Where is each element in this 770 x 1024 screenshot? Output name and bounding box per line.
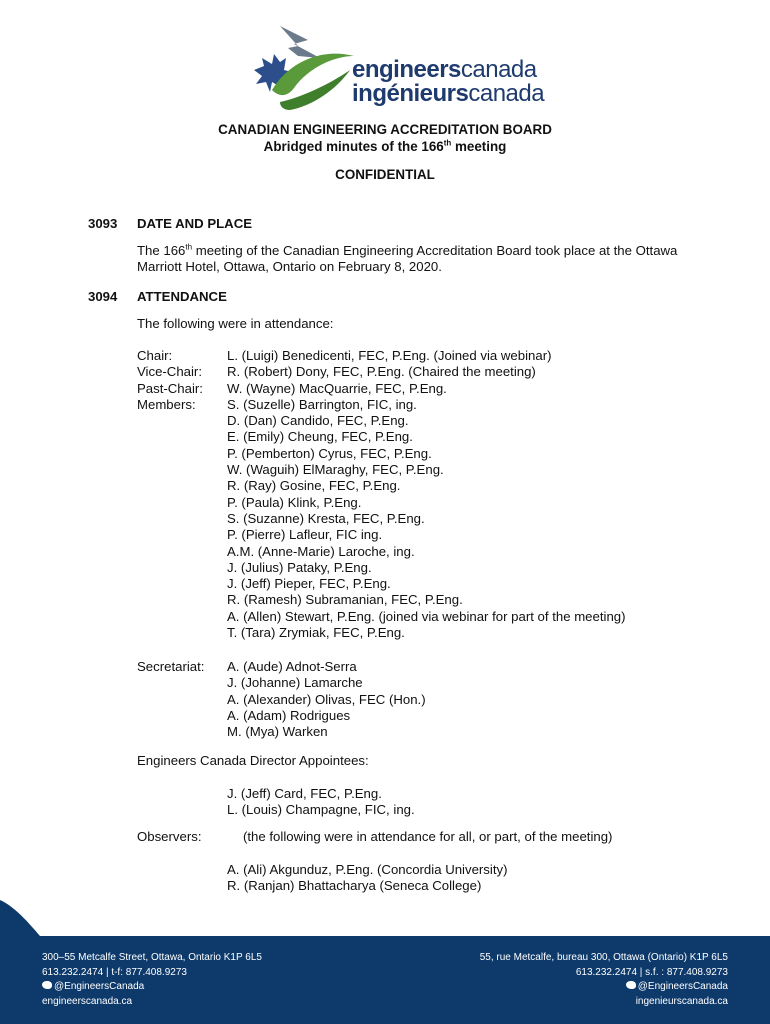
appointees-label: Engineers Canada Director Appointees: [137,753,369,768]
list-item: W. (Waguih) ElMaraghy, FEC, P.Eng. [227,462,444,478]
list-item: J. (Johanne) Lamarche [227,675,363,691]
footer-twitter[interactable]: @EngineersCanada [480,980,728,995]
logo-line-english: engineerscanada [352,56,537,83]
section-number-3093: 3093 [88,216,118,231]
section-number-3094: 3094 [88,289,118,304]
list-item: P. (Pierre) Lafleur, FIC ing. [227,527,383,543]
list-item: R. (Robert) Dony, FEC, P.Eng. (Chaired the meeting) [227,364,536,380]
list-item: A. (Ali) Akgunduz, P.Eng. (Concordia University) [227,862,508,877]
footer-phone: 613.232.2474 | s.f. : 877.408.9273 [575,966,728,978]
section-title-attendance: ATTENDANCE [137,289,227,304]
observers-note: (the following were in attendance for all, or part, of the meeting) [243,829,613,844]
footer-website-link[interactable]: engineerscanada.ca [42,995,133,1007]
list-item: A. (Aude) Adnot-Serra [227,659,357,674]
footer-twitter[interactable]: @EngineersCanada [42,980,262,995]
list-item: L. (Louis) Champagne, FIC, ing. [227,802,415,818]
list-item: A.M. (Anne-Marie) Laroche, ing. [227,543,415,559]
list-item: D. (Dan) Candido, FEC, P.Eng. [227,413,409,429]
secretariat-label: Secretariat: [137,659,205,674]
secretariat-list [227,659,426,740]
confidential-label: CONFIDENTIAL [335,167,435,182]
member-list [227,348,626,641]
list-item: W. (Wayne) MacQuarrie, FEC, P.Eng. [227,380,447,396]
list-item: P. (Pemberton) Cyrus, FEC, P.Eng. [227,445,432,461]
maple-leaf-swoosh-icon [250,18,360,118]
list-item: J. (Jeff) Card, FEC, P.Eng. [227,786,382,801]
list-item: M. (Mya) Warken [227,724,328,740]
list-item: A. (Alexander) Olivas, FEC (Hon.) [227,691,426,707]
list-item: R. (Ray) Gosine, FEC, P.Eng. [227,478,401,494]
footer-website-link[interactable]: ingenieurscanada.ca [635,995,728,1007]
footer-address: 55, rue Metcalfe, bureau 300, Ottawa (Ontario) K1P 6L5 [479,952,728,963]
list-item: E. (Emily) Cheung, FEC, P.Eng. [227,429,413,445]
list-item: S. (Suzanne) Kresta, FEC, P.Eng. [227,510,425,526]
list-item: P. (Paula) Klink, P.Eng. [227,494,362,510]
page-footer [0,880,770,1024]
footer-phone: 613.232.2474 | t-f: 877.408.9273 [42,966,187,978]
engineers-canada-logo [250,18,545,118]
list-item: A. (Adam) Rodrigues [227,707,351,723]
twitter-icon [42,981,52,989]
board-name-heading: CANADIAN ENGINEERING ACCREDITATION BOARD [218,122,552,137]
date-place-paragraph: The 166th meeting of the Canadian Engineering Accreditation Board took place at the Ottawa Marriott Hotel, Ottawa, Ontario on February 8, 2020. [137,242,678,274]
role-label: Members: [137,396,196,412]
list-item: R. (Ranjan) Bhattacharya (Seneca College) [227,878,482,894]
section-title-date-place: DATE AND PLACE [137,216,253,231]
list-item: S. (Suzelle) Barrington, FIC, ing. [227,396,417,412]
list-item: R. (Ramesh) Subramanian, FEC, P.Eng. [227,592,463,608]
list-item: J. (Jeff) Pieper, FEC, P.Eng. [227,576,391,592]
minutes-subtitle: Abridged minutes of the 166th meeting [263,138,507,154]
logo-line-french: ingénieurscanada [352,80,545,107]
twitter-icon [626,981,636,989]
list-item: T. (Tara) Zrymiak, FEC, P.Eng. [227,625,405,641]
list-item: A. (Allen) Stewart, P.Eng. (joined via webinar for part of the meeting) [227,608,626,624]
role-label: Vice-Chair: [137,364,202,380]
footer-address: 300–55 Metcalfe Street, Ottawa, Ontario K1P 6L5 [42,952,262,963]
footer-english-contact [42,951,262,1009]
list-item: L. (Luigi) Benedicenti, FEC, P.Eng. (Joined via webinar) [227,348,552,363]
role-label: Past-Chair: [137,380,203,396]
attendance-intro: The following were in attendance: [137,316,334,331]
role-labels [137,348,203,413]
observers-label: Observers: [137,829,202,844]
footer-french-contact [480,951,728,1009]
list-item: J. (Julius) Pataky, P.Eng. [227,559,372,575]
appointees-list [227,786,415,819]
role-label: Chair: [137,348,173,363]
